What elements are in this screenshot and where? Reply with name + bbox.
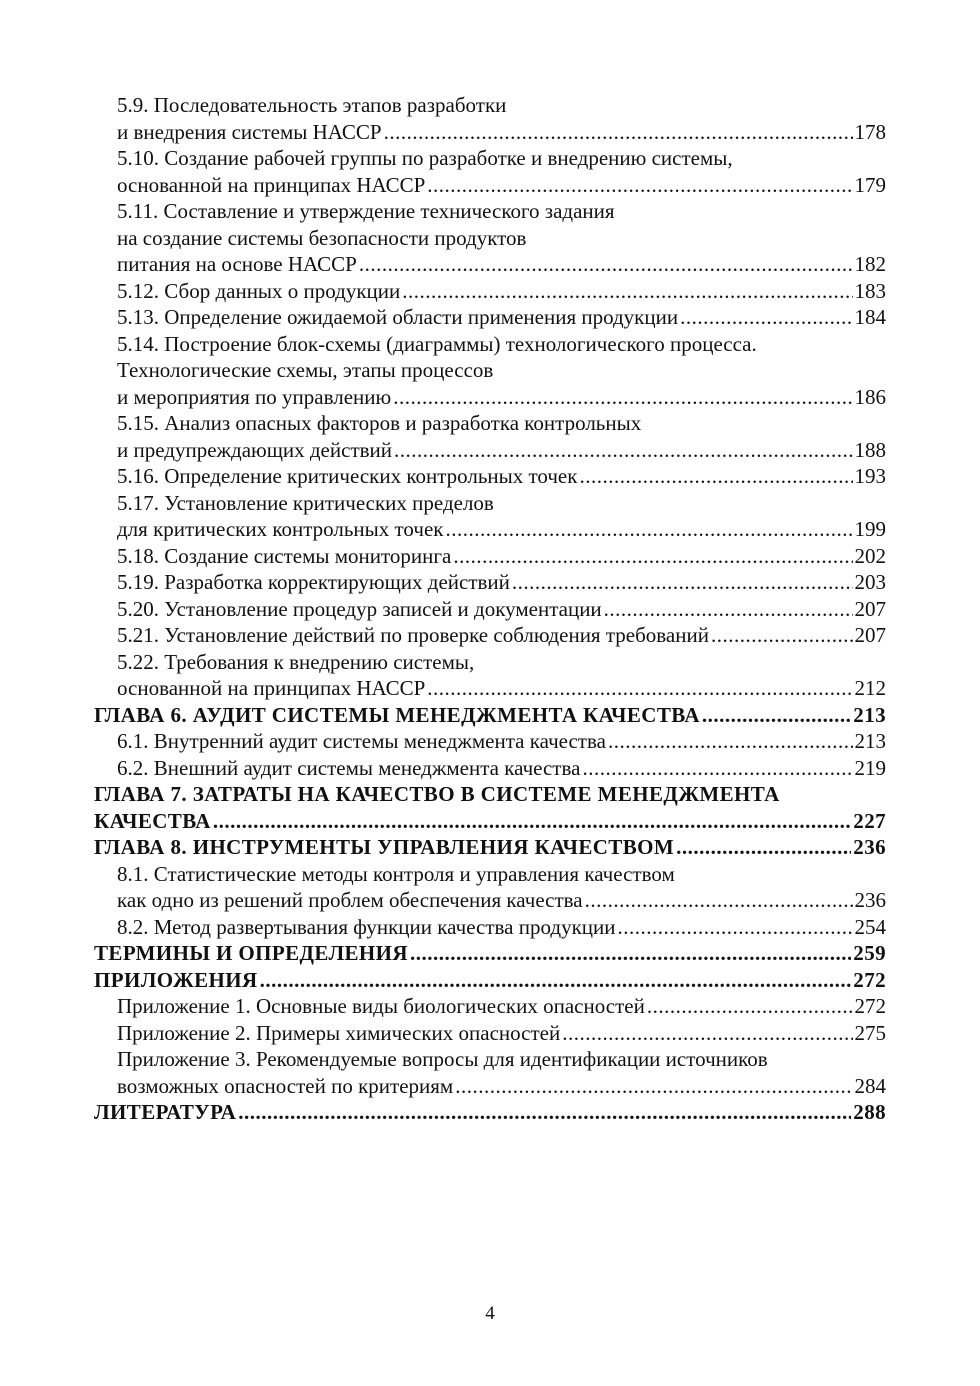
toc-page-number: 272 bbox=[853, 967, 886, 992]
toc-entry-title: и мероприятия по управлению bbox=[117, 384, 392, 409]
dot-leader bbox=[617, 914, 852, 941]
toc-line bbox=[94, 1046, 886, 1073]
toc-page-number: 202 bbox=[854, 543, 886, 568]
toc-entry-text: 5.9. Последовательность этапов разработки bbox=[117, 93, 507, 117]
toc-page-number: 288 bbox=[853, 1100, 886, 1124]
toc-line bbox=[94, 781, 886, 808]
toc-entry bbox=[94, 569, 886, 596]
toc-entry bbox=[94, 437, 886, 464]
toc-line bbox=[94, 225, 886, 252]
toc-entry-text: Приложение 3. Рекомендуемые вопросы для идентификации источников bbox=[117, 1047, 768, 1071]
toc-page-number: 259 bbox=[853, 941, 886, 965]
toc-entry bbox=[94, 728, 886, 755]
dot-leader bbox=[582, 755, 852, 782]
dot-leader bbox=[562, 1020, 852, 1047]
toc-entry-title: 5.19. Разработка корректирующих действий bbox=[117, 570, 510, 594]
toc-entry bbox=[94, 808, 886, 835]
toc-entry bbox=[94, 596, 886, 623]
toc-page-number: 179 bbox=[854, 172, 886, 197]
toc-entry-text: 5.10. Создание рабочей группы по разработке и внедрению системы, bbox=[117, 146, 733, 170]
toc-entry-title: 5.16. Определение критических контрольных точек bbox=[117, 464, 578, 488]
toc-page-number: 212 bbox=[854, 676, 886, 700]
toc-entry-title: ЛИТЕРАТУРА bbox=[94, 1100, 237, 1124]
dot-leader bbox=[427, 675, 852, 702]
toc-page-number: 236 bbox=[854, 888, 886, 912]
dot-leader bbox=[455, 1073, 852, 1100]
toc-page-number: 213 bbox=[853, 702, 886, 727]
toc-entry-title: Приложение 1. Основные виды биологических опасностей bbox=[117, 994, 645, 1018]
toc-entry-title: и внедрения системы НАССР bbox=[117, 119, 382, 144]
dot-leader bbox=[445, 516, 852, 543]
dot-leader bbox=[608, 728, 853, 755]
dot-leader bbox=[410, 940, 851, 967]
dot-leader bbox=[359, 251, 853, 278]
toc-entry-title: как одно из решений проблем обеспечения качества bbox=[117, 888, 583, 912]
dot-leader bbox=[238, 1099, 851, 1126]
toc-page-number: 254 bbox=[854, 914, 886, 939]
toc-entry bbox=[94, 622, 886, 649]
toc-entry-title: для критических контрольных точек bbox=[117, 517, 444, 541]
toc-entry-title: 6.1. Внутренний аудит системы менеджмента качества bbox=[117, 729, 606, 753]
toc-page-number: 236 bbox=[853, 835, 886, 859]
toc-entry-title: питания на основе НАССР bbox=[117, 252, 357, 276]
toc-entry-title: ПРИЛОЖЕНИЯ bbox=[94, 967, 258, 992]
toc-entry-title: ГЛАВА 8. ИНСТРУМЕНТЫ УПРАВЛЕНИЯ КАЧЕСТВОМ bbox=[94, 835, 675, 859]
dot-leader bbox=[680, 304, 852, 331]
toc-entry bbox=[94, 278, 886, 305]
toc-page-number: 199 bbox=[854, 517, 886, 541]
toc-entry-text: 8.1. Статистические методы контроля и управления качеством bbox=[117, 861, 675, 886]
toc-page-number: 213 bbox=[854, 729, 886, 753]
toc-line bbox=[94, 145, 886, 172]
toc-entry bbox=[94, 702, 886, 729]
page-number: 4 bbox=[485, 1303, 495, 1324]
toc-entry bbox=[94, 755, 886, 782]
dot-leader bbox=[711, 622, 853, 649]
toc-page-number: 193 bbox=[854, 464, 886, 488]
toc-entry bbox=[94, 887, 886, 914]
toc-entry-title: возможных опасностей по критериям bbox=[117, 1073, 454, 1098]
dot-leader bbox=[213, 808, 851, 835]
dot-leader bbox=[260, 967, 852, 994]
toc-page-number: 188 bbox=[854, 437, 886, 462]
toc-entry-title: основанной на принципах НАССР bbox=[117, 676, 426, 700]
toc-page-number: 182 bbox=[854, 252, 886, 276]
toc-entry bbox=[94, 940, 886, 967]
toc-line bbox=[94, 357, 886, 384]
toc-entry bbox=[94, 304, 886, 331]
toc-page-number: 219 bbox=[854, 755, 886, 780]
toc-entry-title: 5.18. Создание системы мониторинга bbox=[117, 543, 452, 568]
toc-entry-title: основанной на принципах НАССР bbox=[117, 172, 426, 197]
toc-entry bbox=[94, 172, 886, 199]
toc-entry bbox=[94, 675, 886, 702]
toc-entry-title: 5.13. Определение ожидаемой области применения продукции bbox=[117, 305, 679, 329]
toc-page-number: 275 bbox=[854, 1020, 886, 1045]
toc-line bbox=[94, 410, 886, 437]
table-of-contents bbox=[94, 92, 886, 1126]
dot-leader bbox=[393, 384, 852, 411]
toc-entry-title: 5.21. Установление действий по проверке соблюдения требований bbox=[117, 623, 709, 647]
toc-entry bbox=[94, 384, 886, 411]
toc-entry bbox=[94, 1020, 886, 1047]
toc-entry-text: 5.17. Установление критических пределов bbox=[117, 490, 494, 515]
toc-entry-text: 5.14. Построение блок-схемы (диаграммы) технологического процесса. bbox=[117, 331, 757, 356]
dot-leader bbox=[512, 569, 853, 596]
toc-entry-title: 6.2. Внешний аудит системы менеджмента качества bbox=[117, 755, 581, 780]
toc-entry-text: Технологические схемы, этапы процессов bbox=[117, 358, 494, 382]
dot-leader bbox=[647, 993, 853, 1020]
toc-entry-title: и предупреждающих действий bbox=[117, 437, 393, 462]
toc-page-number: 227 bbox=[853, 808, 886, 833]
toc-page-number: 207 bbox=[854, 596, 886, 621]
toc-entry bbox=[94, 251, 886, 278]
toc-entry bbox=[94, 967, 886, 994]
dot-leader bbox=[579, 463, 852, 490]
toc-entry-text: 5.15. Анализ опасных факторов и разработка контрольных bbox=[117, 411, 642, 435]
dot-leader bbox=[453, 543, 852, 570]
toc-page-number: 184 bbox=[854, 305, 886, 329]
toc-line bbox=[94, 649, 886, 676]
toc-entry bbox=[94, 993, 886, 1020]
toc-line bbox=[94, 861, 886, 888]
toc-page-number: 178 bbox=[854, 119, 886, 144]
toc-entry-title: 5.12. Сбор данных о продукции bbox=[117, 278, 401, 303]
toc-line bbox=[94, 92, 886, 119]
toc-entry bbox=[94, 914, 886, 941]
toc-entry-title: КАЧЕСТВА bbox=[94, 808, 211, 833]
dot-leader bbox=[402, 278, 852, 305]
toc-entry-text: 5.11. Составление и утверждение технического задания bbox=[117, 199, 615, 223]
toc-entry-title: ГЛАВА 6. АУДИТ СИСТЕМЫ МЕНЕДЖМЕНТА КАЧЕСТВА bbox=[94, 702, 700, 727]
dot-leader bbox=[604, 596, 853, 623]
toc-entry bbox=[94, 119, 886, 146]
dot-leader bbox=[676, 834, 851, 861]
toc-entry bbox=[94, 834, 886, 861]
toc-entry bbox=[94, 463, 886, 490]
toc-entry-title: 5.20. Установление процедур записей и документации bbox=[117, 596, 602, 621]
toc-page-number: 183 bbox=[854, 278, 886, 303]
toc-entry-title: 8.2. Метод развертывания функции качества продукции bbox=[117, 914, 616, 939]
toc-entry bbox=[94, 1073, 886, 1100]
toc-entry-text: на создание системы безопасности продуктов bbox=[117, 225, 527, 250]
dot-leader bbox=[384, 119, 853, 146]
dot-leader bbox=[702, 702, 851, 729]
toc-entry-title: Приложение 2. Примеры химических опасностей bbox=[117, 1020, 561, 1045]
toc-line bbox=[94, 198, 886, 225]
toc-page-number: 207 bbox=[854, 623, 886, 647]
toc-page-number: 272 bbox=[854, 994, 886, 1018]
toc-entry bbox=[94, 1099, 886, 1126]
toc-line bbox=[94, 490, 886, 517]
toc-entry-text: ГЛАВА 7. ЗАТРАТЫ НА КАЧЕСТВО В СИСТЕМЕ МЕНЕДЖМЕНТА bbox=[94, 782, 780, 806]
toc-page-number: 203 bbox=[854, 570, 886, 594]
dot-leader bbox=[427, 172, 852, 199]
toc-entry bbox=[94, 543, 886, 570]
toc-entry-title: ТЕРМИНЫ И ОПРЕДЕЛЕНИЯ bbox=[94, 941, 408, 965]
toc-page-number: 186 bbox=[854, 384, 886, 409]
dot-leader bbox=[394, 437, 852, 464]
dot-leader bbox=[585, 887, 853, 914]
toc-entry-text: 5.22. Требования к внедрению системы, bbox=[117, 649, 475, 674]
toc-page-number: 284 bbox=[854, 1073, 886, 1098]
toc-line bbox=[94, 331, 886, 358]
toc-entry bbox=[94, 516, 886, 543]
